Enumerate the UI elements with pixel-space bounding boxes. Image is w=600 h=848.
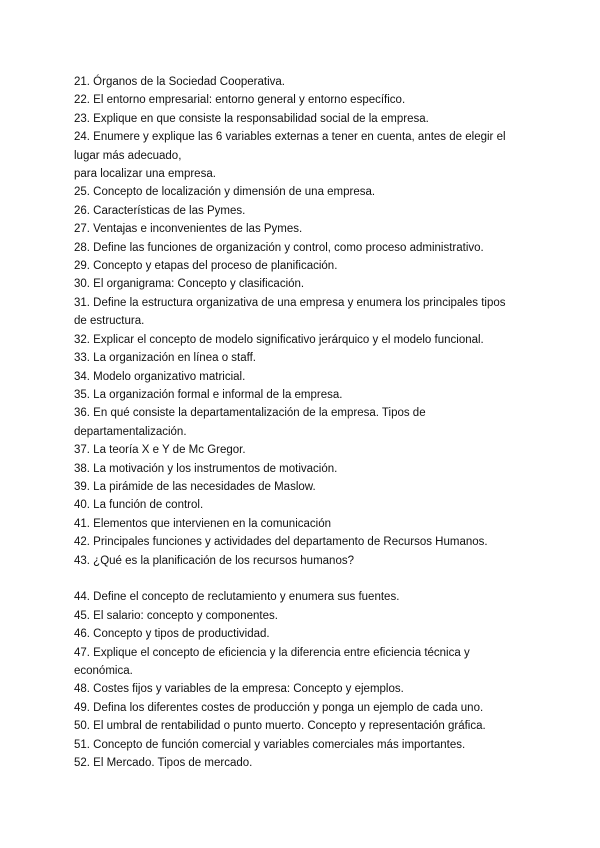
question-text-line: 43. ¿Qué es la planificación de los recursos humanos? [74, 554, 354, 567]
question-item [74, 183, 532, 201]
question-item [74, 257, 532, 275]
question-text-line: 49. Defina los diferentes costes de producción y ponga un ejemplo de cada uno. [74, 701, 484, 714]
question-text-line: 38. La motivación y los instrumentos de motivación. [74, 462, 338, 475]
question-item [74, 699, 532, 717]
question-item [74, 386, 532, 404]
question-text-line: 41. Elementos que intervienen en la comunicación [74, 517, 331, 530]
question-item [74, 404, 532, 441]
question-text-line: económica. [74, 664, 133, 677]
question-text-line: para localizar una empresa. [74, 168, 216, 181]
question-item [74, 478, 532, 496]
question-item [74, 128, 532, 183]
question-item [74, 460, 532, 478]
question-text-line: 21. Órganos de la Sociedad Cooperativa. [74, 76, 285, 88]
question-item [74, 110, 532, 128]
question-text-line: 33. La organización en línea o staff. [74, 352, 257, 365]
question-text-line: 51. Concepto de función comercial y variables comerciales más importantes. [74, 738, 466, 751]
question-item [74, 349, 532, 367]
question-item [74, 368, 532, 386]
question-item [74, 552, 532, 570]
question-item [74, 239, 532, 257]
question-text-line: 37. La teoría X e Y de Mc Gregor. [74, 444, 246, 457]
question-text-line: departamentalización. [74, 425, 187, 438]
question-text-line: 42. Principales funciones y actividades del departamento de Recursos Humanos. [74, 536, 488, 549]
question-text-line: 48. Costes fijos y variables de la empresa: Concepto y ejemplos. [74, 683, 404, 696]
question-item [74, 607, 532, 625]
question-text-line: 35. La organización formal e informal de la empresa. [74, 388, 343, 401]
question-item [74, 533, 532, 551]
question-text-line: 23. Explique en que consiste la responsabilidad social de la empresa. [74, 112, 429, 125]
question-text-line: 52. El Mercado. Tipos de mercado. [74, 757, 253, 770]
question-text-line: 28. Define las funciones de organización y control, como proceso administrativo. [74, 241, 484, 254]
question-item [74, 294, 532, 331]
question-text-line: 24. Enumere y explique las 6 variables externas a tener en cuenta, antes de elegir el [74, 131, 506, 144]
question-item [74, 441, 532, 459]
question-item [74, 644, 532, 681]
question-text-line: 29. Concepto y etapas del proceso de planificación. [74, 260, 338, 273]
question-item [74, 496, 532, 514]
question-item [74, 91, 532, 109]
question-text-line: 46. Concepto y tipos de productividad. [74, 628, 270, 641]
question-text-line: 32. Explicar el concepto de modelo significativo jerárquico y el modelo funcional. [74, 333, 484, 346]
question-item [74, 515, 532, 533]
question-text-line: 47. Explique el concepto de eficiencia y la diferencia entre eficiencia técnica y [74, 646, 470, 659]
question-text-line: 40. La función de control. [74, 499, 204, 512]
question-text-line: 50. El umbral de rentabilidad o punto muerto. Concepto y representación gráfica. [74, 720, 486, 733]
question-item [74, 73, 532, 91]
question-text-line: 44. Define el concepto de reclutamiento y enumera sus fuentes. [74, 591, 400, 604]
question-item [74, 736, 532, 754]
question-text-line: 34. Modelo organizativo matricial. [74, 370, 246, 383]
question-text-line: 36. En qué consiste la departamentalización de la empresa. Tipos de [74, 407, 426, 420]
question-text-line: 25. Concepto de localización y dimensión de una empresa. [74, 186, 376, 199]
question-text-line: 39. La pirámide de las necesidades de Maslow. [74, 480, 316, 493]
question-item [74, 680, 532, 698]
question-text-line: 30. El organigrama: Concepto y clasificación. [74, 278, 305, 291]
question-text-line: 22. El entorno empresarial: entorno general y entorno específico. [74, 94, 406, 107]
question-text-line: 45. El salario: concepto y componentes. [74, 609, 278, 622]
question-item [74, 331, 532, 349]
question-item [74, 220, 532, 238]
question-text-line: lugar más adecuado, [74, 149, 182, 162]
question-text-line: 31. Define la estructura organizativa de una empresa y enumera los principales tipos [74, 296, 506, 309]
question-text-line: de estructura. [74, 315, 145, 328]
question-item [74, 625, 532, 643]
question-item [74, 754, 532, 772]
question-item [74, 717, 532, 735]
question-item [74, 588, 532, 606]
question-text-line: 27. Ventajas e inconvenientes de las Pymes. [74, 223, 303, 236]
question-text-line: 26. Características de las Pymes. [74, 204, 246, 217]
question-list [74, 73, 532, 772]
question-item [74, 202, 532, 220]
question-item [74, 275, 532, 293]
